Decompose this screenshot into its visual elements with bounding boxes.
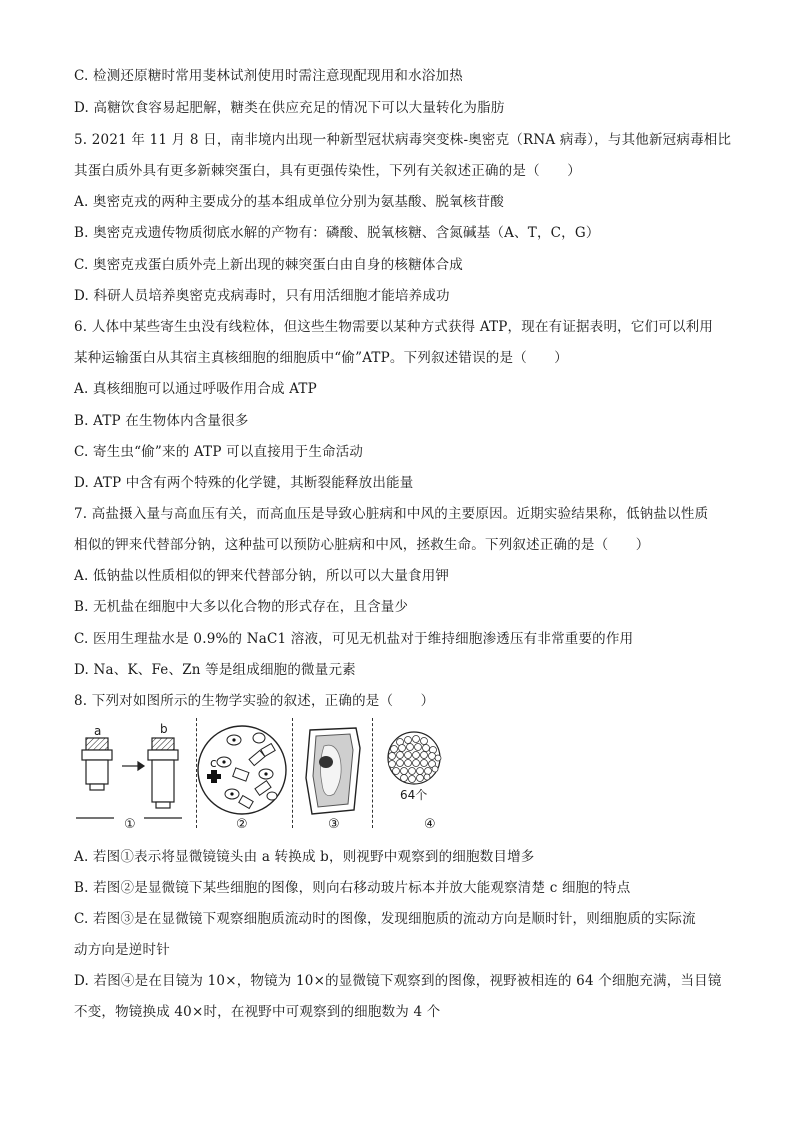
objective-lens-a (82, 738, 112, 790)
text-line: B. 若图②是显微镜下某些细胞的图像，则向右移动玻片标本并放大能观察清楚 c 细胞的特点 (74, 880, 631, 896)
caption-1: ① (124, 817, 136, 832)
figure-divider (372, 718, 373, 828)
text-line: B. ATP 在生物体内含量很多 (74, 413, 249, 429)
text-line: C. 奥密克戎蛋白质外壳上新出现的棘突蛋白由自身的核糖体合成 (74, 257, 463, 273)
text-line: 相似的钾来代替部分钠，这种盐可以预防心脏病和中风，拯救生命。下列叙述正确的是（ ） (74, 537, 650, 553)
caption-2: ② (236, 817, 248, 832)
text-line: C. 医用生理盐水是 0.9%的 NaC1 溶液，可见无机盐对于维持细胞渗透压有非常重要的作用 (74, 631, 634, 647)
text-line: D. 高糖饮食容易起肥解，糖类在供应充足的情况下可以大量转化为脂肪 (74, 100, 505, 116)
text-line: 8. 下列对如图所示的生物学实验的叙述，正确的是（ ） (74, 693, 435, 709)
text-line: C. 检测还原糖时常用斐林试剂使用时需注意现配现用和水浴加热 (74, 68, 463, 84)
arrow-icon (122, 762, 144, 770)
text-line: D. 科研人员培养奥密克戎病毒时，只有用活细胞才能培养成功 (74, 288, 450, 304)
caption-3: ③ (328, 817, 340, 832)
label-b: b (160, 722, 168, 736)
microscope-field-2 (198, 726, 286, 814)
text-line: 不变，物镜换成 40×时，在视野中可观察到的细胞数为 4 个 (74, 1004, 441, 1020)
microscope-field-4 (388, 732, 441, 784)
text-line: C. 寄生虫“偷”来的 ATP 可以直接用于生命活动 (74, 444, 364, 460)
objective-lens-b (148, 738, 178, 808)
text-line: A. 若图①表示将显微镜镜头由 a 转换成 b，则视野中观察到的细胞数目增多 (74, 849, 535, 865)
text-line: D. 若图④是在目镜为 10×，物镜为 10×的显微镜下观察到的图像，视野被相连的 64 个细胞充满，当目镜 (74, 973, 722, 989)
text-line: 7. 高盐摄入量与高血压有关，而高血压是导致心脏病和中风的主要原因。近期实验结果称，低钠盐以性质 (74, 506, 709, 522)
text-line: D. ATP 中含有两个特殊的化学键，其断裂能释放出能量 (74, 475, 414, 491)
text-line: 动方向是逆时针 (74, 942, 170, 958)
label-c: c (210, 756, 217, 770)
text-line: 其蛋白质外具有更多新棘突蛋白，具有更强传染性，下列有关叙述正确的是（ ） (74, 163, 581, 179)
text-line: B. 奥密克戎遗传物质彻底水解的产物有：磷酸、脱氧核糖、含氮碱基（A、T，C，G） (74, 225, 600, 241)
text-line: A. 奥密克戎的两种主要成分的基本组成单位分别为氨基酸、脱氧核苷酸 (74, 194, 504, 210)
text-line: A. 真核细胞可以通过呼吸作用合成 ATP (74, 381, 317, 397)
text-line: 某种运输蛋白从其宿主真核细胞的细胞质中“偷”ATP。下列叙述错误的是（ ） (74, 350, 569, 366)
figure-divider (292, 718, 293, 828)
caption-4: ④ (424, 817, 436, 832)
text-line: C. 若图③是在显微镜下观察细胞质流动时的图像，发现细胞质的流动方向是顺时针，则细胞质的实际流 (74, 911, 696, 927)
text-line: D. Na、K、Fe、Zn 等是组成细胞的微量元素 (74, 662, 356, 678)
plant-cell-3 (306, 728, 360, 814)
text-line: A. 低钠盐以性质相似的钾来代替部分钠，所以可以大量食用钾 (74, 568, 450, 584)
text-line: 5. 2021 年 11 月 8 日，南非境内出现一种新型冠状病毒突变株-奥密克（RNA 病毒），与其他新冠病毒相比 (74, 132, 732, 148)
figure-divider (196, 718, 197, 828)
experiment-figure (74, 718, 454, 836)
label-64: 64个 (400, 788, 428, 802)
label-a: a (94, 724, 102, 738)
text-line: B. 无机盐在细胞中大多以化合物的形式存在，且含量少 (74, 599, 409, 615)
text-line: 6. 人体中某些寄生虫没有线粒体，但这些生物需要以某种方式获得 ATP，现在有证据表明，它们可以利用 (74, 319, 714, 335)
